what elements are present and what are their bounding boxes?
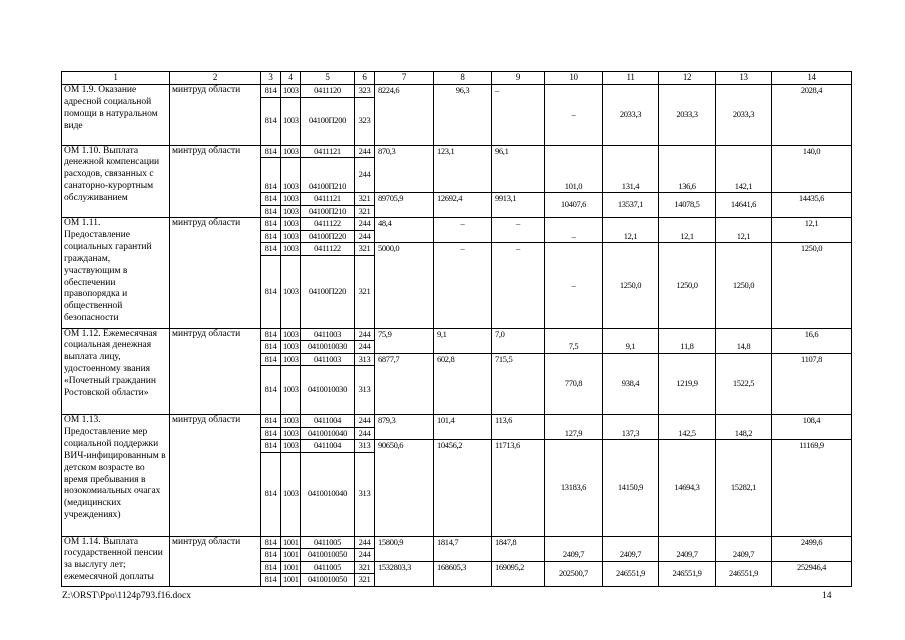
header-cell: 8 bbox=[434, 72, 492, 85]
rzpr-cell: 1001 bbox=[281, 561, 301, 574]
rzpr-cell: 1003 bbox=[281, 341, 301, 354]
value-cell: 10456,2 bbox=[434, 440, 492, 537]
value-cell: 2033,3 bbox=[716, 85, 772, 146]
vr-cell: 244 bbox=[355, 549, 375, 562]
vr-cell: 313 bbox=[355, 353, 375, 366]
value-cell: 75,9 bbox=[375, 328, 434, 353]
rzpr-cell: 1003 bbox=[281, 452, 301, 536]
csr-cell: 0411003 bbox=[301, 353, 355, 366]
value-cell: 136,6 bbox=[659, 145, 716, 193]
value-cell: 123,1 bbox=[434, 145, 492, 193]
value-cell: 1250,0 bbox=[659, 243, 716, 329]
grbs-cell: 814 bbox=[261, 193, 281, 206]
value-cell: 14150,9 bbox=[603, 440, 659, 537]
csr-cell: 0411122 bbox=[301, 218, 355, 231]
value-cell: 14078,5 bbox=[659, 193, 716, 218]
rzpr-cell: 1001 bbox=[281, 536, 301, 549]
value-cell: 2409,7 bbox=[603, 536, 659, 561]
csr-cell: 0411120 bbox=[301, 85, 355, 98]
vr-cell: 323 bbox=[355, 85, 375, 98]
vr-cell: 244 bbox=[355, 328, 375, 341]
value-cell: 96,1 bbox=[492, 145, 545, 193]
value-cell: 202500,7 bbox=[545, 561, 603, 586]
value-cell: – bbox=[492, 243, 545, 329]
executor-cell: минтруд области bbox=[170, 536, 261, 586]
csr-cell: 0410010050 bbox=[301, 549, 355, 562]
grbs-cell: 814 bbox=[261, 440, 281, 453]
rzpr-cell: 1003 bbox=[281, 415, 301, 428]
csr-cell: 0410010040 bbox=[301, 452, 355, 536]
value-cell: 1107,8 bbox=[772, 353, 852, 415]
vr-cell: 321 bbox=[355, 574, 375, 587]
rzpr-cell: 1001 bbox=[281, 574, 301, 587]
value-cell: 9,1 bbox=[434, 328, 492, 353]
value-cell: 12,1 bbox=[716, 218, 772, 243]
value-cell: 15282,1 bbox=[716, 440, 772, 537]
value-cell: 140,0 bbox=[772, 145, 852, 193]
value-cell: 48,4 bbox=[375, 218, 434, 243]
vr-cell: 244 bbox=[355, 218, 375, 231]
vr-cell: 321 bbox=[355, 193, 375, 206]
value-cell: 2033,3 bbox=[659, 85, 716, 146]
measure-name: ОМ 1.10. Выплата денежной компенсации расходов, связанных с санаторно-курортным обслуживанием bbox=[62, 145, 170, 218]
value-cell: 127,9 bbox=[545, 415, 603, 440]
rzpr-cell: 1003 bbox=[281, 440, 301, 453]
value-cell: 169095,2 bbox=[492, 561, 545, 586]
value-cell: 7,0 bbox=[492, 328, 545, 353]
value-cell: 938,4 bbox=[603, 353, 659, 415]
rzpr-cell: 1003 bbox=[281, 193, 301, 206]
executor-cell: минтруд области bbox=[170, 328, 261, 415]
header-cell: 4 bbox=[281, 72, 301, 85]
grbs-cell: 814 bbox=[261, 549, 281, 562]
table-row bbox=[62, 415, 852, 428]
value-cell: 1814,7 bbox=[434, 536, 492, 561]
csr-cell: 0410010040 bbox=[301, 427, 355, 440]
grbs-cell: 814 bbox=[261, 427, 281, 440]
vr-cell: 244 bbox=[355, 145, 375, 158]
rzpr-cell: 1003 bbox=[281, 230, 301, 243]
value-cell: 14641,6 bbox=[716, 193, 772, 218]
header-cell: 7 bbox=[375, 72, 434, 85]
vr-cell: 321 bbox=[355, 561, 375, 574]
rzpr-cell: 1001 bbox=[281, 549, 301, 562]
value-cell: 96,3 bbox=[434, 85, 492, 146]
value-cell: 90650,6 bbox=[375, 440, 434, 537]
value-cell: – bbox=[545, 85, 603, 146]
vr-cell: 244 bbox=[355, 415, 375, 428]
rzpr-cell: 1003 bbox=[281, 85, 301, 98]
csr-cell: 0411121 bbox=[301, 193, 355, 206]
value-cell: 2033,3 bbox=[603, 85, 659, 146]
value-cell: 168605,3 bbox=[434, 561, 492, 586]
value-cell: 1250,0 bbox=[716, 243, 772, 329]
value-cell: 6877,7 bbox=[375, 353, 434, 415]
rzpr-cell: 1003 bbox=[281, 366, 301, 415]
grbs-cell: 814 bbox=[261, 145, 281, 158]
grbs-cell: 814 bbox=[261, 328, 281, 341]
rzpr-cell: 1003 bbox=[281, 97, 301, 145]
executor-cell: минтруд области bbox=[170, 85, 261, 146]
rzpr-cell: 1003 bbox=[281, 255, 301, 328]
table-row bbox=[62, 536, 852, 549]
value-cell: 2409,7 bbox=[659, 536, 716, 561]
vr-cell: 313 bbox=[355, 440, 375, 453]
grbs-cell: 814 bbox=[261, 415, 281, 428]
value-cell: 7,5 bbox=[545, 328, 603, 353]
value-cell: – bbox=[545, 218, 603, 243]
value-cell: 131,4 bbox=[603, 145, 659, 193]
value-cell: 148,2 bbox=[716, 415, 772, 440]
rzpr-cell: 1003 bbox=[281, 218, 301, 231]
value-cell: 113,6 bbox=[492, 415, 545, 440]
csr-cell: 04100П200 bbox=[301, 97, 355, 145]
vr-cell: 323 bbox=[355, 97, 375, 145]
csr-cell: 04100П220 bbox=[301, 230, 355, 243]
vr-cell: 313 bbox=[355, 452, 375, 536]
value-cell: 879,3 bbox=[375, 415, 434, 440]
measure-name: ОМ 1.11. Предоставление социальных гарантий гражданам, участвующим в обеспечении правопорядка и общественной безопасности bbox=[62, 218, 170, 329]
table-row bbox=[62, 328, 852, 341]
executor-cell: минтруд области bbox=[170, 145, 261, 218]
value-cell: 1532803,3 bbox=[375, 561, 434, 586]
header-cell: 1 bbox=[62, 72, 170, 85]
value-cell: – bbox=[545, 243, 603, 329]
value-cell: 1847,8 bbox=[492, 536, 545, 561]
value-cell: 2409,7 bbox=[716, 536, 772, 561]
grbs-cell: 814 bbox=[261, 353, 281, 366]
value-cell: 142,5 bbox=[659, 415, 716, 440]
grbs-cell: 814 bbox=[261, 561, 281, 574]
measure-name: ОМ 1.9. Оказание адресной социальной помощи в натуральном виде bbox=[62, 85, 170, 146]
value-cell: – bbox=[434, 243, 492, 329]
grbs-cell: 814 bbox=[261, 158, 281, 193]
vr-cell: 244 bbox=[355, 427, 375, 440]
grbs-cell: 814 bbox=[261, 85, 281, 98]
value-cell: 770,8 bbox=[545, 353, 603, 415]
value-cell: 142,1 bbox=[716, 145, 772, 193]
value-cell: 715,5 bbox=[492, 353, 545, 415]
footer-file-path: Z:\ORST\Ppo\1124p793.f16.docx bbox=[62, 591, 191, 601]
value-cell: 15800,9 bbox=[375, 536, 434, 561]
csr-cell: 0411003 bbox=[301, 328, 355, 341]
budget-table bbox=[61, 71, 852, 587]
grbs-cell: 814 bbox=[261, 205, 281, 218]
csr-cell: 0410010030 bbox=[301, 341, 355, 354]
value-cell: 89705,9 bbox=[375, 193, 434, 218]
value-cell: 12,1 bbox=[603, 218, 659, 243]
value-cell: 101,0 bbox=[545, 145, 603, 193]
value-cell: 10407,6 bbox=[545, 193, 603, 218]
value-cell: 137,3 bbox=[603, 415, 659, 440]
csr-cell: 0411122 bbox=[301, 243, 355, 256]
value-cell: 108,4 bbox=[772, 415, 852, 440]
grbs-cell: 814 bbox=[261, 230, 281, 243]
value-cell: 1250,0 bbox=[603, 243, 659, 329]
rzpr-cell: 1003 bbox=[281, 427, 301, 440]
header-cell: 10 bbox=[545, 72, 603, 85]
vr-cell: 244 bbox=[355, 341, 375, 354]
value-cell: 12,1 bbox=[659, 218, 716, 243]
csr-cell: 04100П210 bbox=[301, 205, 355, 218]
rzpr-cell: 1003 bbox=[281, 205, 301, 218]
value-cell: 2499,6 bbox=[772, 536, 852, 561]
header-cell: 6 bbox=[355, 72, 375, 85]
value-cell: 870,3 bbox=[375, 145, 434, 193]
grbs-cell: 814 bbox=[261, 366, 281, 415]
value-cell: 1250,0 bbox=[772, 243, 852, 329]
value-cell: 246551,9 bbox=[659, 561, 716, 586]
header-cell: 12 bbox=[659, 72, 716, 85]
csr-cell: 04100П220 bbox=[301, 255, 355, 328]
table-row bbox=[62, 145, 852, 158]
grbs-cell: 814 bbox=[261, 341, 281, 354]
value-cell: 14,8 bbox=[716, 328, 772, 353]
rzpr-cell: 1003 bbox=[281, 158, 301, 193]
value-cell: 12692,4 bbox=[434, 193, 492, 218]
measure-name: ОМ 1.13. Предоставление мер социальной поддержки ВИЧ-инфицированным в детском возрасте во время пребывания в нозокомиальных очагах (медицинских учреждениях) bbox=[62, 415, 170, 537]
rzpr-cell: 1003 bbox=[281, 145, 301, 158]
vr-cell: 321 bbox=[355, 243, 375, 256]
csr-cell: 0410010030 bbox=[301, 366, 355, 415]
grbs-cell: 814 bbox=[261, 536, 281, 549]
vr-cell: 244 bbox=[355, 230, 375, 243]
table-row bbox=[62, 218, 852, 231]
vr-cell: 321 bbox=[355, 205, 375, 218]
page-number: 14 bbox=[822, 591, 832, 601]
csr-cell: 0411005 bbox=[301, 536, 355, 549]
header-cell: 9 bbox=[492, 72, 545, 85]
value-cell: 13537,1 bbox=[603, 193, 659, 218]
value-cell: 252946,4 bbox=[772, 561, 852, 586]
value-cell: 12,1 bbox=[772, 218, 852, 243]
value-cell: – bbox=[492, 218, 545, 243]
value-cell: 246551,9 bbox=[716, 561, 772, 586]
value-cell: 9,1 bbox=[603, 328, 659, 353]
header-cell: 13 bbox=[716, 72, 772, 85]
value-cell: 14694,3 bbox=[659, 440, 716, 537]
csr-cell: 0411004 bbox=[301, 440, 355, 453]
csr-cell: 0411005 bbox=[301, 561, 355, 574]
executor-cell: минтруд области bbox=[170, 415, 261, 537]
value-cell: 11713,6 bbox=[492, 440, 545, 537]
csr-cell: 0411121 bbox=[301, 145, 355, 158]
value-cell: 101,4 bbox=[434, 415, 492, 440]
value-cell: 14435,6 bbox=[772, 193, 852, 218]
table-row bbox=[62, 85, 852, 98]
value-cell: – bbox=[434, 218, 492, 243]
csr-cell: 04100П210 bbox=[301, 158, 355, 193]
grbs-cell: 814 bbox=[261, 243, 281, 256]
value-cell: 16,6 bbox=[772, 328, 852, 353]
header-cell: 5 bbox=[301, 72, 355, 85]
csr-cell: 0410010050 bbox=[301, 574, 355, 587]
table-header-row bbox=[62, 72, 852, 85]
value-cell: – bbox=[492, 85, 545, 146]
value-cell: 1522,5 bbox=[716, 353, 772, 415]
grbs-cell: 814 bbox=[261, 97, 281, 145]
grbs-cell: 814 bbox=[261, 574, 281, 587]
value-cell: 11169,9 bbox=[772, 440, 852, 537]
rzpr-cell: 1003 bbox=[281, 353, 301, 366]
value-cell: 5000,0 bbox=[375, 243, 434, 329]
csr-cell: 0411004 bbox=[301, 415, 355, 428]
vr-cell: 321 bbox=[355, 255, 375, 328]
value-cell: 2409,7 bbox=[545, 536, 603, 561]
grbs-cell: 814 bbox=[261, 452, 281, 536]
header-cell: 11 bbox=[603, 72, 659, 85]
value-cell: 2028,4 bbox=[772, 85, 852, 146]
vr-cell: 313 bbox=[355, 366, 375, 415]
header-cell: 3 bbox=[261, 72, 281, 85]
value-cell: 1219,9 bbox=[659, 353, 716, 415]
executor-cell: минтруд области bbox=[170, 218, 261, 329]
vr-cell: 244 bbox=[355, 158, 375, 193]
value-cell: 8224,6 bbox=[375, 85, 434, 146]
grbs-cell: 814 bbox=[261, 255, 281, 328]
vr-cell: 244 bbox=[355, 536, 375, 549]
rzpr-cell: 1003 bbox=[281, 328, 301, 341]
value-cell: 13183,6 bbox=[545, 440, 603, 537]
grbs-cell: 814 bbox=[261, 218, 281, 231]
value-cell: 11,8 bbox=[659, 328, 716, 353]
rzpr-cell: 1003 bbox=[281, 243, 301, 256]
value-cell: 9913,1 bbox=[492, 193, 545, 218]
measure-name: ОМ 1.14. Выплата государственной пенсии за выслугу лет; ежемесячной доплаты bbox=[62, 536, 170, 586]
header-cell: 14 bbox=[772, 72, 852, 85]
measure-name: ОМ 1.12. Ежемесячная социальная денежная выплата лицу, удостоенному звания «Почетный гражданин Ростовской области» bbox=[62, 328, 170, 415]
value-cell: 602,8 bbox=[434, 353, 492, 415]
value-cell: 246551,9 bbox=[603, 561, 659, 586]
header-cell: 2 bbox=[170, 72, 261, 85]
